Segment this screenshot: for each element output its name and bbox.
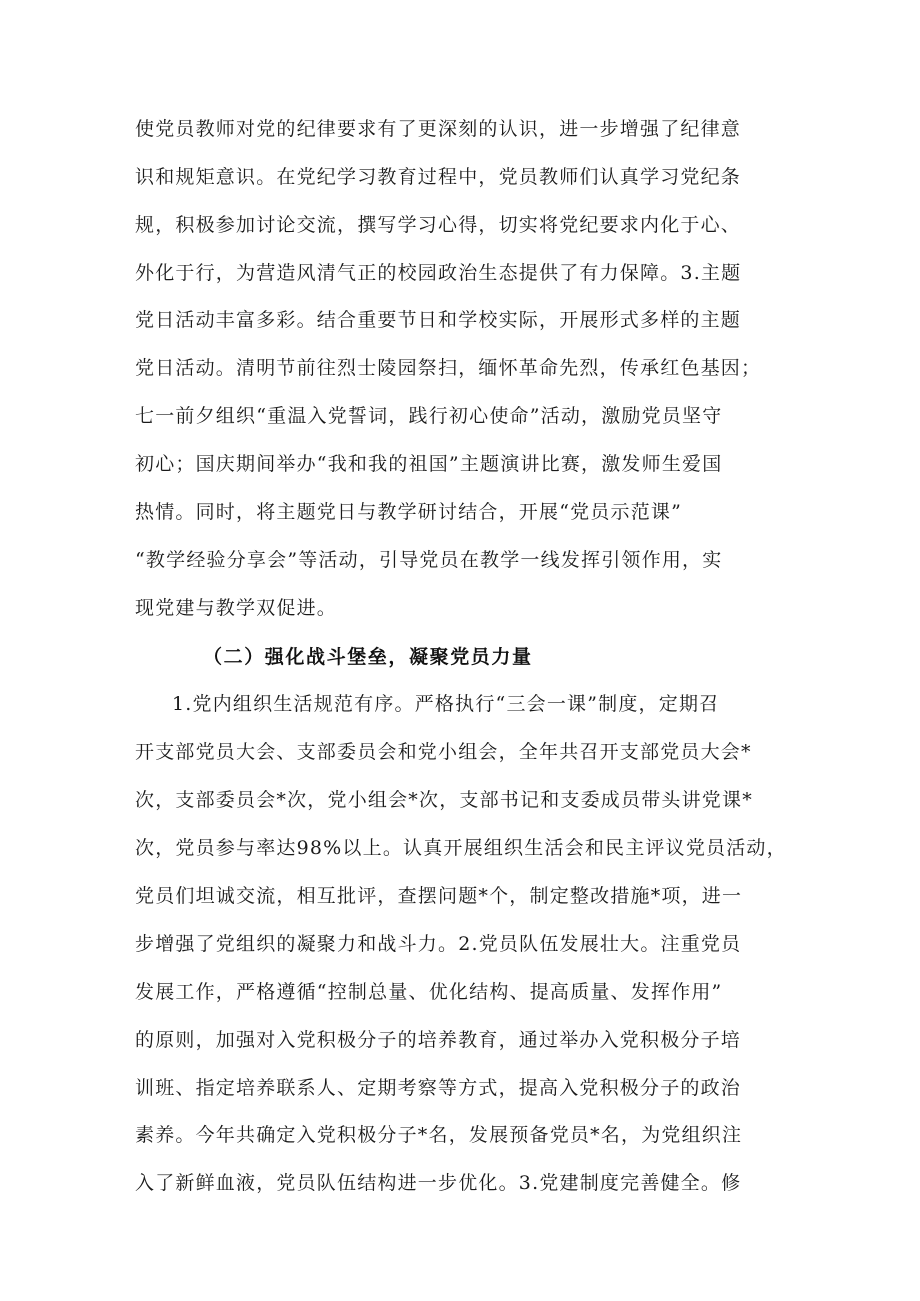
paragraph-line: 初心；国庆期间举办“我和我的祖国”主题演讲比赛，激发师生爱国 (135, 453, 723, 475)
paragraph-line: 的原则，加强对入党积极分子的培养教育，通过举办入党积极分子培 (135, 1029, 742, 1051)
paragraph-line: 发展工作，严格遵循“控制总量、优化结构、提高质量、发挥作用” (135, 981, 723, 1003)
paragraph-line: 党日活动。清明节前往烈士陵园祭扫，缅怀革命先烈，传承红色基因； (135, 357, 762, 379)
paragraph-line: 七一前夕组织“重温入党誓词，践行初心使命”活动，激励党员坚守 (135, 405, 723, 427)
paragraph-line: 1.党内组织生活规范有序。严格执行“三会一课”制度，定期召 (172, 693, 720, 715)
section-heading: （二）强化战斗堡垒，凝聚党员力量 (203, 646, 533, 668)
paragraph-line: 入了新鲜血液，党员队伍结构进一步优化。3.党建制度完善健全。修 (135, 1172, 742, 1194)
paragraph-line: 识和规矩意识。在党纪学习教育过程中，党员教师们认真学习党纪条 (135, 166, 742, 188)
paragraph-line: 规，积极参加讨论交流，撰写学习心得，切实将党纪要求内化于心、 (135, 214, 742, 236)
paragraph-line: 次，支部委员会*次，党小组会*次，支部书记和支委成员带头讲党课* (135, 789, 753, 811)
paragraph-line: 使党员教师对党的纪律要求有了更深刻的认识，进一步增强了纪律意 (135, 118, 742, 140)
paragraph-line: 党日活动丰富多彩。结合重要节日和学校实际，开展形式多样的主题 (135, 309, 742, 331)
paragraph-line: 素养。今年共确定入党积极分子*名，发展预备党员*名，为党组织注 (135, 1124, 743, 1146)
paragraph-line: 次，党员参与率达98%以上。认真开展组织生活会和民主评议党员活动， (135, 837, 787, 859)
paragraph-line: 党员们坦诚交流，相互批评，查摆问题*个，制定整改措施*项，进一 (135, 885, 743, 907)
paragraph-line: 开支部党员大会、支部委员会和党小组会，全年共召开支部党员大会* (135, 741, 752, 763)
paragraph-line: 步增强了党组织的凝聚力和战斗力。2.党员队伍发展壮大。注重党员 (135, 933, 742, 955)
paragraph-line: 现党建与教学双促进。 (135, 597, 338, 619)
paragraph-line: 训班、指定培养联系人、定期考察等方式，提高入党积极分子的政治 (135, 1077, 742, 1099)
paragraph-line: “教学经验分享会”等活动，引导党员在教学一线发挥引领作用，实 (135, 549, 723, 571)
paragraph-line: 外化于行，为营造风清气正的校园政治生态提供了有力保障。3.主题 (135, 262, 742, 284)
paragraph-line: 热情。同时，将主题党日与教学研讨结合，开展“党员示范课” (135, 501, 683, 523)
